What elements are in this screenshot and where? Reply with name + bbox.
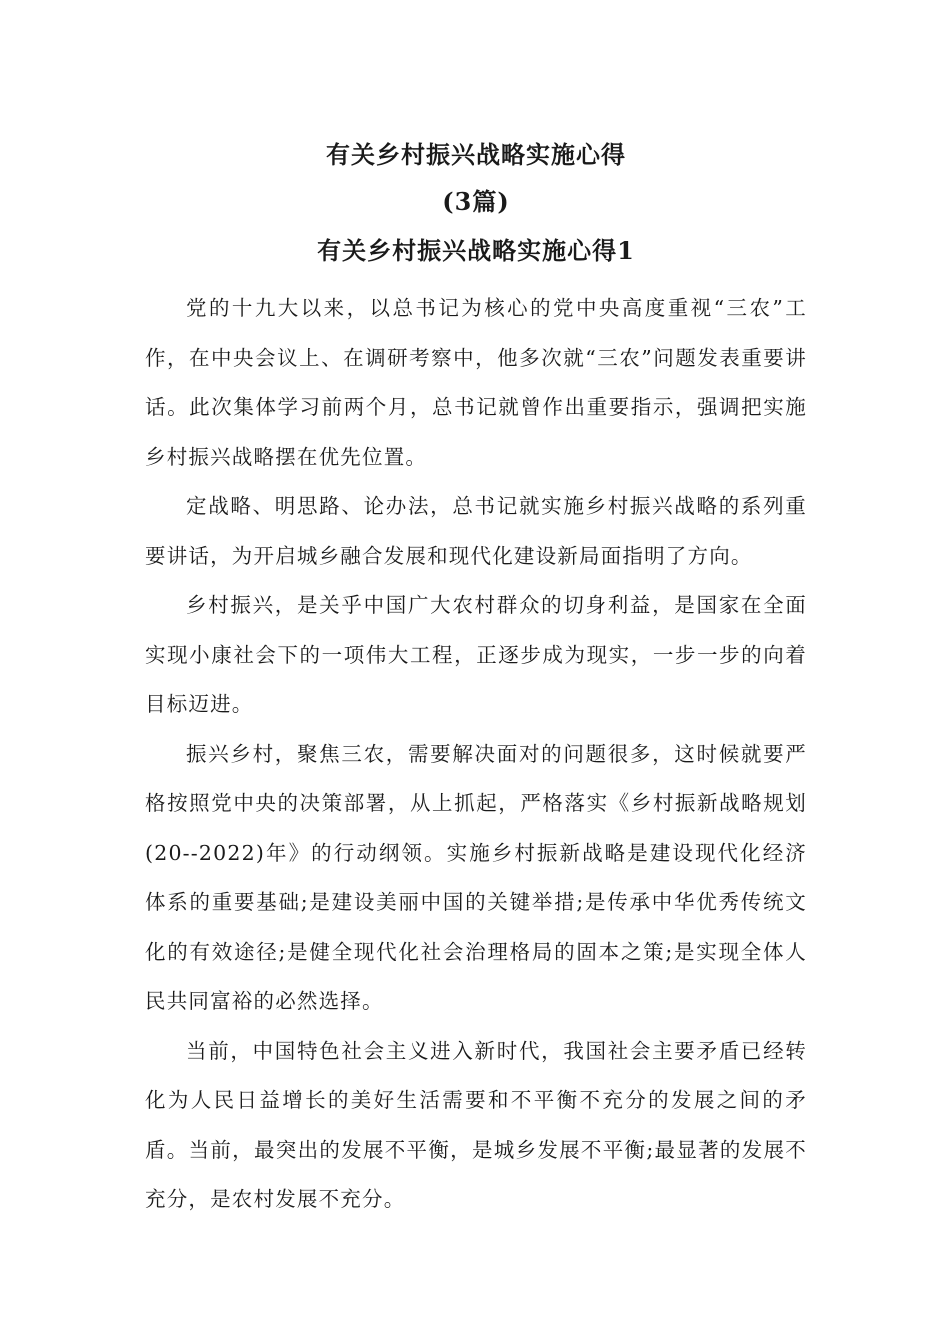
paragraph: 振兴乡村，聚焦三农，需要解决面对的问题很多，这时候就要严格按照党中央的决策部署，从上抓起，严格落实《乡村振新战略规划(20--2022)年》的行动纲领。实施乡村振新战略是建设现代化经济体系的重要基础;是建设美丽中国的关键举措;是传承中华优秀传统文化的有效途径;是健全现代化社会治理格局的固本之策;是实现全体人民共同富裕的必然选择。 xyxy=(145,741,807,1013)
document-title: 有关乡村振兴战略实施心得 xyxy=(326,140,626,169)
document-page xyxy=(145,130,807,1225)
paragraph: 定战略、明思路、论办法，总书记就实施乡村振兴战略的系列重要讲话，为开启城乡融合发展和现代化建设新局面指明了方向。 xyxy=(145,494,807,568)
paragraph: 当前，中国特色社会主义进入新时代，我国社会主要矛盾已经转化为人民日益增长的美好生活需要和不平衡不充分的发展之间的矛盾。当前，最突出的发展不平衡，是城乡发展不平衡;最显著的发展不充分，是农村发展不充分。 xyxy=(145,1038,807,1211)
paragraph: 党的十九大以来，以总书记为核心的党中央高度重视“三农”工作，在中央会议上、在调研考察中，他多次就“三农”问题发表重要讲话。此次集体学习前两个月，总书记就曾作出重要指示，强调把实施乡村振兴战略摆在优先位置。 xyxy=(145,296,807,469)
section-title: 有关乡村振兴战略实施心得1 xyxy=(317,236,635,265)
document-body xyxy=(145,284,807,1225)
document-subtitle: (3篇) xyxy=(442,187,510,216)
paragraph: 乡村振兴，是关乎中国广大农村群众的切身利益，是国家在全面实现小康社会下的一项伟大工程，正逐步成为现实，一步一步的向着目标迈进。 xyxy=(145,593,807,716)
